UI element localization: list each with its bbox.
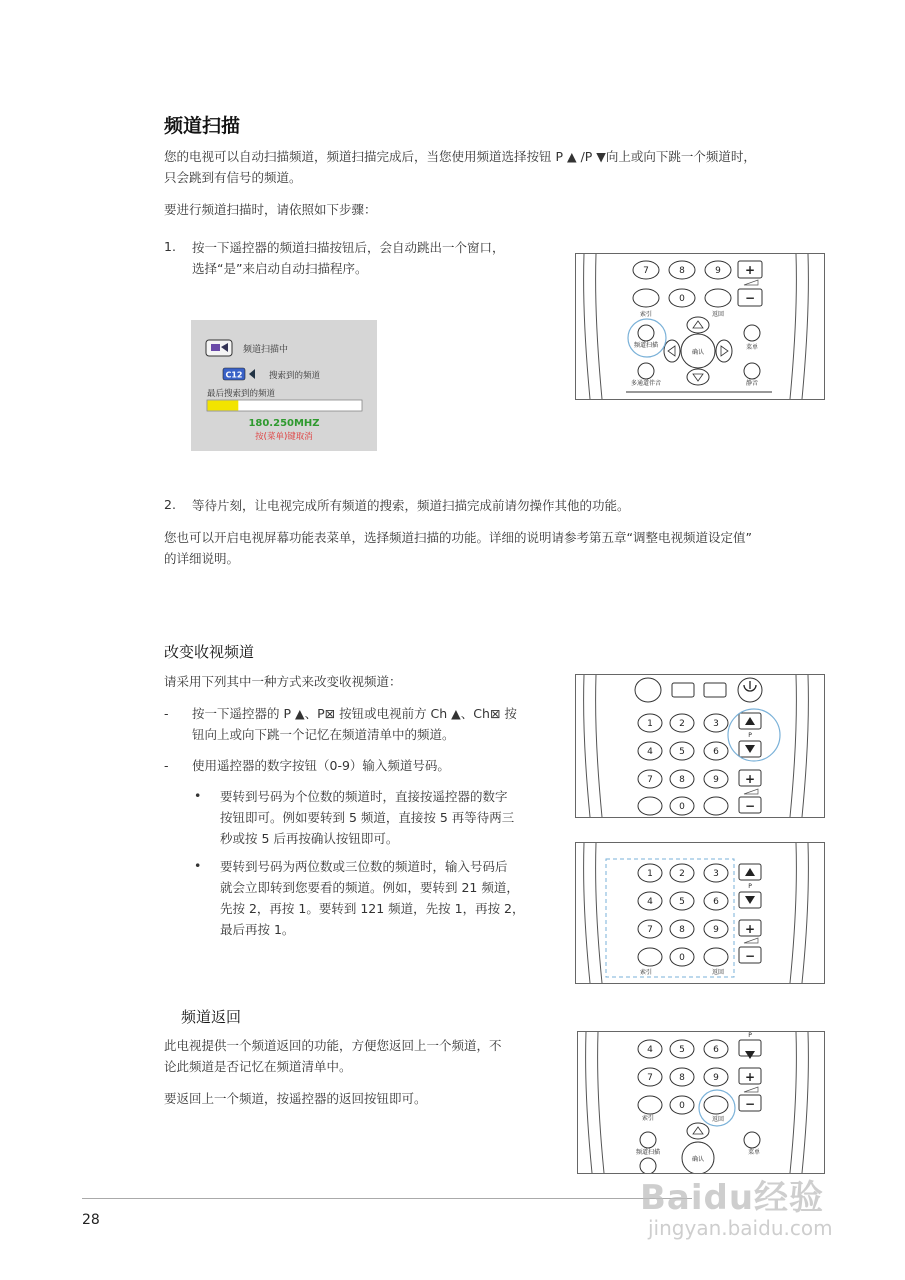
- osd-channel-tag: C12: [225, 370, 243, 380]
- svg-text:菜单: 菜单: [747, 1149, 761, 1156]
- svg-text:索引: 索引: [641, 1115, 655, 1122]
- svg-text:P: P: [748, 1032, 752, 1039]
- speaker-icon: [249, 369, 255, 379]
- change-sub2-line4: 最后再按 1。: [220, 922, 295, 937]
- section-title-change: 改变收视频道: [164, 643, 255, 661]
- svg-text:9: 9: [715, 266, 721, 276]
- back-line3: 要返回上一个频道，按遥控器的返回按钮即可。: [164, 1091, 427, 1106]
- svg-text:1: 1: [647, 869, 653, 879]
- svg-text:−: −: [744, 949, 756, 963]
- svg-text:9: 9: [713, 1073, 719, 1083]
- change-item1-line2: 钮向上或向下跳一个记忆在频道清单中的频道。: [192, 727, 455, 742]
- svg-text:+: +: [744, 263, 756, 277]
- step2-text: 等待片刻，让电视完成所有频道的搜索，频道扫描完成前请勿操作其他的功能。: [192, 498, 630, 513]
- svg-text:频道扫描: 频道扫描: [633, 342, 659, 349]
- scan-steps-intro: 要进行频道扫描时，请依照如下步骤：: [164, 202, 377, 217]
- svg-text:4: 4: [647, 897, 653, 907]
- svg-text:7: 7: [647, 1073, 653, 1083]
- scan-note-line2: 的详细说明。: [164, 551, 240, 566]
- change-sub1-line3: 秒或按 5 后再按确认按钮即可。: [220, 831, 399, 846]
- svg-text:6: 6: [713, 1045, 719, 1055]
- svg-text:+: +: [744, 1070, 756, 1084]
- footer-divider: [82, 1198, 692, 1199]
- change-sub2-line3: 先按 2，再按 1。要转到 121 频道，先按 1，再按 2，: [220, 901, 525, 916]
- osd-cancel-hint: 按(菜单)键取消: [255, 432, 313, 442]
- svg-text:菜单: 菜单: [745, 344, 759, 351]
- svg-text:1: 1: [647, 719, 653, 729]
- osd-title: 频道扫描中: [243, 345, 289, 355]
- section-title-scan: 频道扫描: [164, 115, 241, 137]
- svg-text:0: 0: [679, 953, 685, 963]
- svg-text:5: 5: [679, 897, 685, 907]
- dash-2: -: [164, 758, 169, 773]
- svg-text:8: 8: [679, 925, 685, 935]
- remote-figure-pbuttons: [575, 674, 825, 818]
- change-item2: 使用遥控器的数字按钮（0-9）输入频道号码。: [192, 758, 450, 773]
- svg-text:返回: 返回: [711, 1116, 725, 1123]
- svg-text:4: 4: [647, 1045, 653, 1055]
- change-item1-line1: 按一下遥控器的 P ▲、P⊠ 按钮或电视前方 Ch ▲、Ch⊠ 按: [192, 706, 517, 721]
- change-sub2-line1: 要转到号码为两位数或三位数的频道时，输入号码后: [220, 859, 508, 874]
- svg-text:9: 9: [713, 925, 719, 935]
- remote-figure-back: [577, 1031, 825, 1174]
- page-number: 28: [82, 1212, 100, 1228]
- change-sub1-line2: 按钮即可。例如要转到 5 频道，直接按 5 再等待两三: [220, 810, 515, 825]
- step1-line1: 按一下遥控器的频道扫描按钮后，会自动跳出一个窗口，: [192, 240, 505, 255]
- bullet-2: •: [194, 858, 202, 873]
- svg-text:0: 0: [679, 802, 685, 812]
- svg-text:8: 8: [679, 1073, 685, 1083]
- back-line1: 此电视提供一个频道返回的功能，方便您返回上一个频道，不: [164, 1038, 502, 1053]
- svg-text:−: −: [744, 291, 756, 305]
- remote-figure-scan: [575, 253, 825, 400]
- svg-text:静音: 静音: [745, 380, 759, 387]
- svg-text:确认: 确认: [691, 349, 705, 356]
- svg-text:2: 2: [679, 719, 685, 729]
- svg-text:8: 8: [679, 266, 685, 276]
- svg-text:5: 5: [679, 747, 685, 757]
- svg-text:0: 0: [679, 1101, 685, 1111]
- svg-text:确认: 确认: [691, 1156, 705, 1163]
- svg-text:返回: 返回: [711, 311, 725, 318]
- svg-text:+: +: [744, 772, 756, 786]
- osd-last-label: 最后搜索到的频道: [207, 389, 276, 399]
- svg-text:9: 9: [713, 775, 719, 785]
- change-sub2-line2: 就会立即转到您要看的频道。例如，要转到 21 频道，: [220, 880, 519, 895]
- svg-text:0: 0: [679, 294, 685, 304]
- svg-text:5: 5: [679, 1045, 685, 1055]
- dash-1: -: [164, 706, 169, 721]
- svg-text:7: 7: [647, 775, 653, 785]
- baidu-watermark: Baidu经验: [640, 1178, 825, 1218]
- svg-text:3: 3: [713, 719, 719, 729]
- svg-text:−: −: [744, 1097, 756, 1111]
- step2-number: 2.: [164, 497, 176, 512]
- svg-text:2: 2: [679, 869, 685, 879]
- scan-osd-window: [191, 320, 377, 451]
- change-sub1-line1: 要转到号码为个位数的频道时，直接按遥控器的数字: [220, 789, 508, 804]
- svg-text:P: P: [748, 732, 752, 739]
- svg-text:3: 3: [713, 869, 719, 879]
- svg-text:−: −: [744, 799, 756, 813]
- step1-line2: 选择“是”来启动自动扫描程序。: [192, 261, 368, 276]
- section-title-back: 频道返回: [181, 1008, 242, 1026]
- back-line2: 论此频道是否记忆在频道清单中。: [164, 1059, 352, 1074]
- bullet-1: •: [194, 788, 202, 803]
- svg-text:+: +: [744, 922, 756, 936]
- step1-number: 1.: [164, 239, 176, 254]
- svg-text:6: 6: [713, 747, 719, 757]
- change-intro: 请采用下列其中一种方式来改变收视频道：: [164, 674, 402, 689]
- baidu-watermark-url: jingyan.baidu.com: [648, 1216, 833, 1240]
- remote-figure-numbers: [575, 842, 825, 984]
- svg-text:索引: 索引: [639, 311, 653, 318]
- svg-text:4: 4: [647, 747, 653, 757]
- svg-text:6: 6: [713, 897, 719, 907]
- svg-text:7: 7: [643, 266, 649, 276]
- svg-text:索引: 索引: [639, 969, 653, 976]
- osd-found-label: 搜索到的频道: [269, 371, 321, 381]
- scan-intro-line2: 只会跳到有信号的频道。: [164, 170, 302, 185]
- scan-intro-line1: 您的电视可以自动扫描频道，频道扫描完成后，当您使用频道选择按钮 P ▲ /P ▼向上或向下跳一个频道时，: [164, 149, 756, 164]
- svg-text:频道扫描: 频道扫描: [635, 1149, 661, 1156]
- scan-note-line1: 您也可以开启电视屏幕功能表菜单，选择频道扫描的功能。详细的说明请参考第五章“调整电视频道设定值”: [164, 530, 752, 545]
- svg-text:多通道伴音: 多通道伴音: [630, 380, 662, 387]
- svg-text:7: 7: [647, 925, 653, 935]
- osd-frequency: 180.250MHZ: [248, 418, 320, 429]
- svg-text:8: 8: [679, 775, 685, 785]
- scan-progress-fill: [208, 401, 239, 411]
- svg-text:P: P: [748, 883, 752, 890]
- svg-text:返回: 返回: [711, 969, 725, 976]
